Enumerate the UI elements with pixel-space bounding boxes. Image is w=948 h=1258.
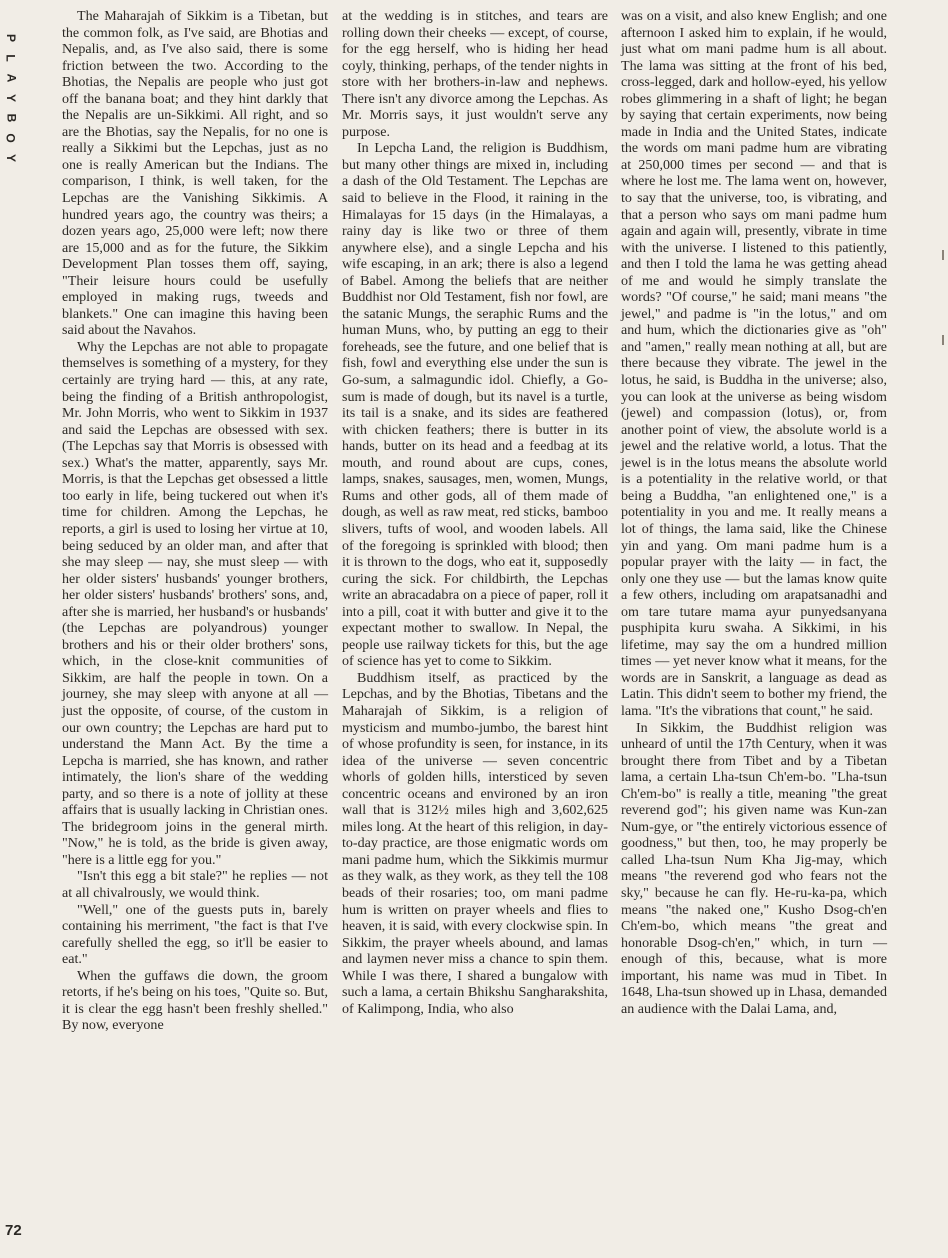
masthead-letter: A	[3, 73, 18, 83]
paragraph: Why the Lepchas are not able to propagate themselves is something of a mystery, for they certainly are trying hard — this, at any rate, being the finding of a British anthropologist, Mr. John Morris, who went to Sikkim in 1937 and said the Lepchas are obsessed with sex. (The Lepchas say that Morris is obsessed with sex.) What's the matter, apparently, says Mr. Morris, is that the Lepchas get obsessed a little too early in life, being tuckered out when it's time for children. Among the Lepchas, he reports, a girl is used to losing her virtue at 10, being seduced by an older man, and after that she may sleep — nay, she must sleep — with her older sisters' husbands' younger brothers, her older sisters' husbands' brothers' sons, and, after she is married, her husband's or husbands' (the Lepchas are polyandrous) younger brothers and his or their older brothers' sons, which, in the close-knit communities of Sikkim, are half the people in town. On a journey, she may sleep with anyone at all — just the opposite, of course, of the custom in our own country; the Lepchas are hard put to understand the Mann Act. By the time a Lepcha is married, she has known, and rather intimately, the lion's share of the wedding party, and so there is a note of jollity at these affairs that is usually lacking in Christian ones. The bridegroom joins in the general mirth. "Now," he is told, as the bride is given away, "here is a little egg for you."	[62, 338, 328, 868]
paragraph: at the wedding is in stitches, and tears are rolling down their cheeks — except, of course, for the egg herself, who is hiding her head coyly, thinking, perhaps, of the tender nights in store with her brothers-in-law and nephews. There isn't any divorce among the Lepchas. As Mr. Morris says, it just wouldn't serve any purpose.	[342, 8, 608, 140]
masthead-letter: L	[4, 54, 18, 62]
paragraph: The Maharajah of Sikkim is a Tibetan, but the common folk, as I've said, are Bhotias and Nepalis, and, as I've also said, there is some friction between the two. According to the Bhotias, the Nepalis are people who just got off the banana boat; and they hint darkly that the Nepalis are un-Sikkimi. All right, and so are the Bhotias, say the Nepalis, for no one is really a Sikkimi but the Lepchas, just as no one is really American but the Indians. The comparison, I think, is well taken, for the Lepchas are the Vanishing Sikkimis. A hundred years ago, the country was theirs; a dozen years ago, 25,000 were left; now there are 15,000 and as for the future, the Sikkim Development Plan tosses them off, saying, "Their leisure hours could be usefully employed in making rugs, tweeds and blankets." One can imagine this having been said about the Navahos.	[62, 8, 328, 339]
paragraph: In Sikkim, the Buddhist religion was unheard of until the 17th Century, when it was brought there from Tibet and by a Tibetan lama, a certain Lha-tsun Ch'em-bo. "Lha-tsun Ch'em-bo" is really a title, meaning "the great reverend god"; his given name was Kun-zan Num-gye, or "the entirely victorious essence of goodness," but then, too, he may properly be called Lha-tsun Num Kha Jig-may, which means "the reverend god who fears not the sky," because he can fly. He-ru-ka-pa, which means "the naked one," Kusho Dsog-ch'en Ch'em-bo, which means "the great and honorable Dsog-ch'en," which, in turn — enough of this, because, what is more important, his name was mud in Tibet. In 1648, Lha-tsun showed up in Lhasa, demanded an audience with the Dalai Lama, and,	[621, 719, 887, 1017]
text-column-2	[342, 8, 608, 1017]
paragraph: "Isn't this egg a bit stale?" he replies — not at all chivalrously, we would think.	[62, 868, 328, 901]
paragraph: When the guffaws die down, the groom retorts, if he's being on his toes, "Quite so. But, it is clear the egg hasn't been freshly shelled." By now, everyone	[62, 967, 328, 1034]
text-column-3	[621, 8, 887, 1017]
paragraph: was on a visit, and also knew English; and one afternoon I asked him to explain, if he would, just what om mani padme hum is all about. The lama was sitting at the front of his bed, cross-legged, dark and hollow-eyed, his yellow robes glimmering in a shaft of light; he began by saying that certain experiments, now being made in India and the United States, indicate the words om mani padme hum are vibrating at 250,000 times per second — and that is where he lost me. The lama went on, however, to say that the universe, too, is vibrating, and that a person who says om mani padme hum again and again will, presently, vibrate in time with the universe. I listened to this patiently, and then I told the lama he was getting ahead of me and would he simply translate the words? "Of course," he said; mani means "the jewel," and padme is "in the lotus," and om and hum, which the dictionaries give as "oh" and "amen," really mean nothing at all, but are there because they vibrate. The jewel in the lotus, he said, is Buddha in the universe; also, you can look at the universe as being wisdom (jewel) and compassion (lotus), or, from another point of view, the absolute world is a jewel and the relative world, a lotus. That the jewel is in the lotus means the absolute world is a potentiality in the relative world, or that being a Buddha, "an enlightened one," is a potentiality in you and me. It really means a lot of things, the lama said, like the Chinese yin and yang. Om mani padme hum is a popular prayer with the laity — in fact, the only one they use — but the lamas know quite a few others, including om arapatsanadhi and om tare tutare mama ayur punyedsanyana pusphipita kuru swaha. A Sikkimi, in his lifetime, may say the om a hundred million times — yet never know what it means, for the words are in Sanskrit, a language as dead as Latin. This didn't seem to bother my friend, the lama. "It's the vibrations that count," he said.	[621, 8, 887, 719]
masthead-letter: Y	[3, 153, 18, 163]
paragraph: In Lepcha Land, the religion is Buddhism, but many other things are mixed in, including a dash of the Old Testament. The Lepchas are said to believe in the Flood, it raining in the Himalayas for 15 days (in the Himalayas, a rainy day is like two or three of them anywhere else), and a single Lepcha and his wife escaping, in an ark; there is also a legend of Babel. Among the beliefs that are neither Buddhist nor Old Testament, fish nor fowl, are the satanic Mungs, the seraphic Rums and the human Muns, who, by putting an egg to their foreheads, see the future, and one belief that is fish, fowl and everything else under the sun is Go-sum, a salmagundic idol. Chiefly, a Go-sum is made of dough, but its navel is a turtle, its tail is a snake, and its sides are feathered with chicken feathers; there is butter in its hands, butter on its head and a feedbag at its mouth, and round about are cups, cones, lamps, snakes, sausages, men, women, Mungs, Rums and other gods, all of them made of dough, as well as raw meat, red sticks, bamboo slivers, tufts of wool, and wooden labels. All of the foregoing is sprinkled with blood; then it is thrown to the dogs, who eat it, supposedly curing the sick. For childbirth, the Lepchas write an abracadabra on a piece of paper, roll it into a pill, coat it with butter and give it to the expectant mother to swallow. In Nepal, the people use railway tickets for this, but the age of science has yet to come to Sikkim.	[342, 140, 608, 670]
paragraph: "Well," one of the guests puts in, barely containing his merriment, "the fact is that I've carefully shelled the egg, so it'll be easier to eat."	[62, 901, 328, 968]
page-number: 72	[5, 1222, 22, 1239]
masthead-letter: B	[3, 113, 18, 123]
masthead-letter: O	[4, 133, 18, 143]
paragraph: Buddhism itself, as practiced by the Lepchas, and by the Bhotias, Tibetans and the Maharajah of Sikkim, is a religion of mysticism and mumbo-jumbo, the barest hint of whose profundity is seen, for instance, in its idea of the universe — seven concentric whorls of golden hills, intersticed by seven concentric oceans and environed by an iron wall that is 312½ miles high and 3,602,625 miles long. At the heart of this religion, in day-to-day practice, are those enigmatic words om mani padme hum, which the Sikkimis murmur as they walk, as they work, as they tell the 108 beads of their rosaries; too, om mani padme hum is written on prayer wheels and flies to heaven, it is said, with every clockwise spin. In Sikkim, the prayer wheels abound, and lamas and laymen never miss a chance to spin them. While I was there, I shared a bungalow with such a lama, a certain Bhikshu Sangharakshita, of Kalimpong, India, who also	[342, 669, 608, 1017]
masthead-letter: P	[3, 33, 18, 43]
magazine-masthead	[4, 28, 18, 168]
masthead-letter: Y	[3, 93, 18, 103]
text-column-1	[62, 8, 328, 1034]
margin-mark	[942, 335, 944, 345]
margin-mark	[942, 250, 944, 260]
